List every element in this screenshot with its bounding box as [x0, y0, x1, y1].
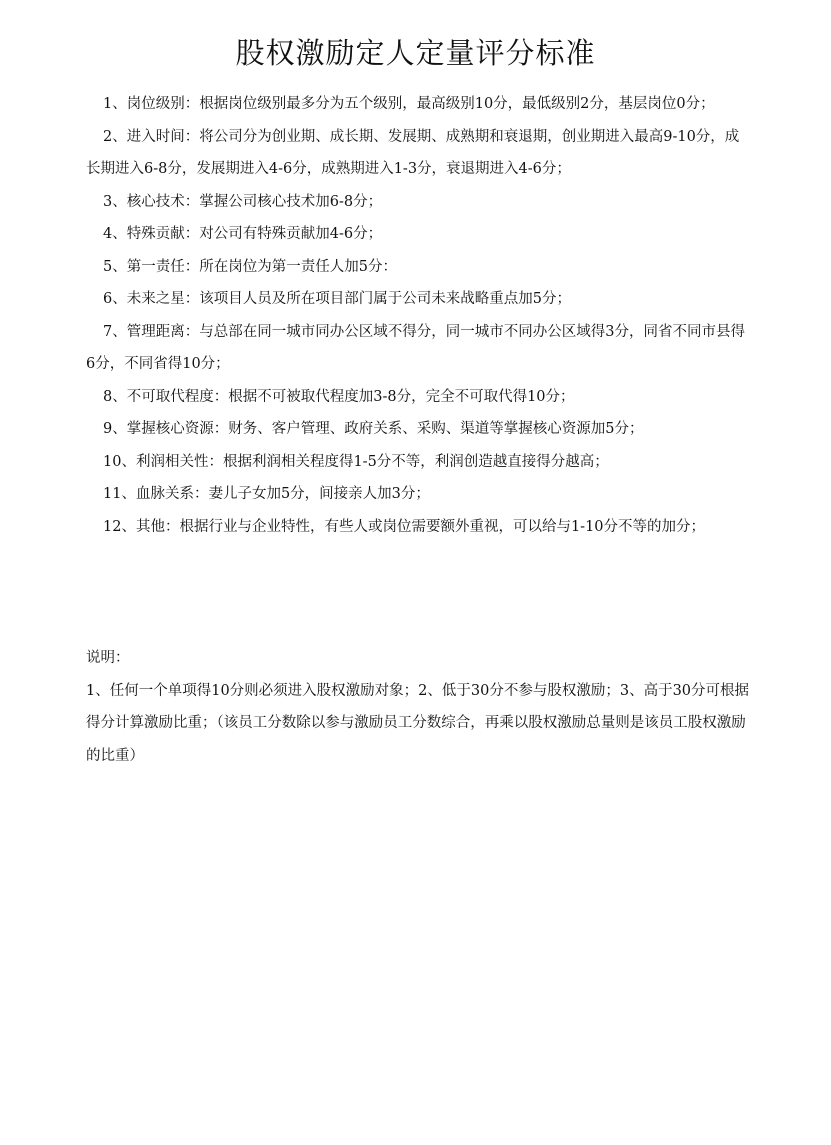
- criterion-item: 7、管理距离：与总部在同一城市同办公区域不得分，同一城市不同办公区域得3分，同省不同市县得6分，不同省得10分；: [86, 323, 745, 372]
- criterion-item: 5、第一责任：所在岗位为第一责任人加5分：: [103, 258, 397, 275]
- criterion-item: 1、岗位级别：根据岗位级别最多分为五个级别，最高级别10分，最低级别2分，基层岗位0分；: [103, 96, 715, 112]
- criterion-item: 3、核心技术：掌握公司核心技术加6-8分；: [103, 193, 383, 210]
- criterion-item: 9、掌握核心资源：财务、客户管理、政府关系、采购、渠道等掌握核心资源加5分；: [103, 421, 644, 437]
- criterion-item: 10、利润相关性：根据利润相关程度得1-5分不等，利润创造越直接得分越高；: [103, 453, 609, 470]
- document-title: 股权激励定人定量评分标准: [235, 36, 596, 70]
- notes-heading: 说明：: [86, 650, 130, 666]
- criterion-item: 11、血脉关系：妻儿子女加5分，间接亲人加3分；: [103, 486, 430, 502]
- notes-section: [86, 642, 751, 772]
- criterion-item: 4、特殊贡献：对公司有特殊贡献加4-6分；: [103, 226, 383, 242]
- criterion-item: 6、未来之星：该项目人员及所在项目部门属于公司未来战略重点加5分；: [103, 291, 571, 307]
- criterion-item: 8、不可取代程度：根据不可被取代程度加3-8分，完全不可取代得10分；: [103, 388, 575, 405]
- notes-body: 1、任何一个单项得10分则必须进入股权激励对象；2、低于30分不参与股权激励；3、高于30分可根据得分计算激励比重；（该员工分数除以参与激励员工分数综合，再乘以股权激励总量则是该员工股权激励的比重）: [86, 682, 750, 764]
- criterion-item: 12、其他：根据行业与企业特性，有些人或岗位需要额外重视，可以给与1-10分不等的加分；: [103, 518, 706, 535]
- criterion-item: 2、进入时间：将公司分为创业期、成长期、发展期、成熟期和衰退期，创业期进入最高9-10分，成长期进入6-8分，发展期进入4-6分，成熟期进入1-3分，衰退期进入4-6分；: [86, 128, 740, 177]
- criteria-list: [86, 88, 751, 543]
